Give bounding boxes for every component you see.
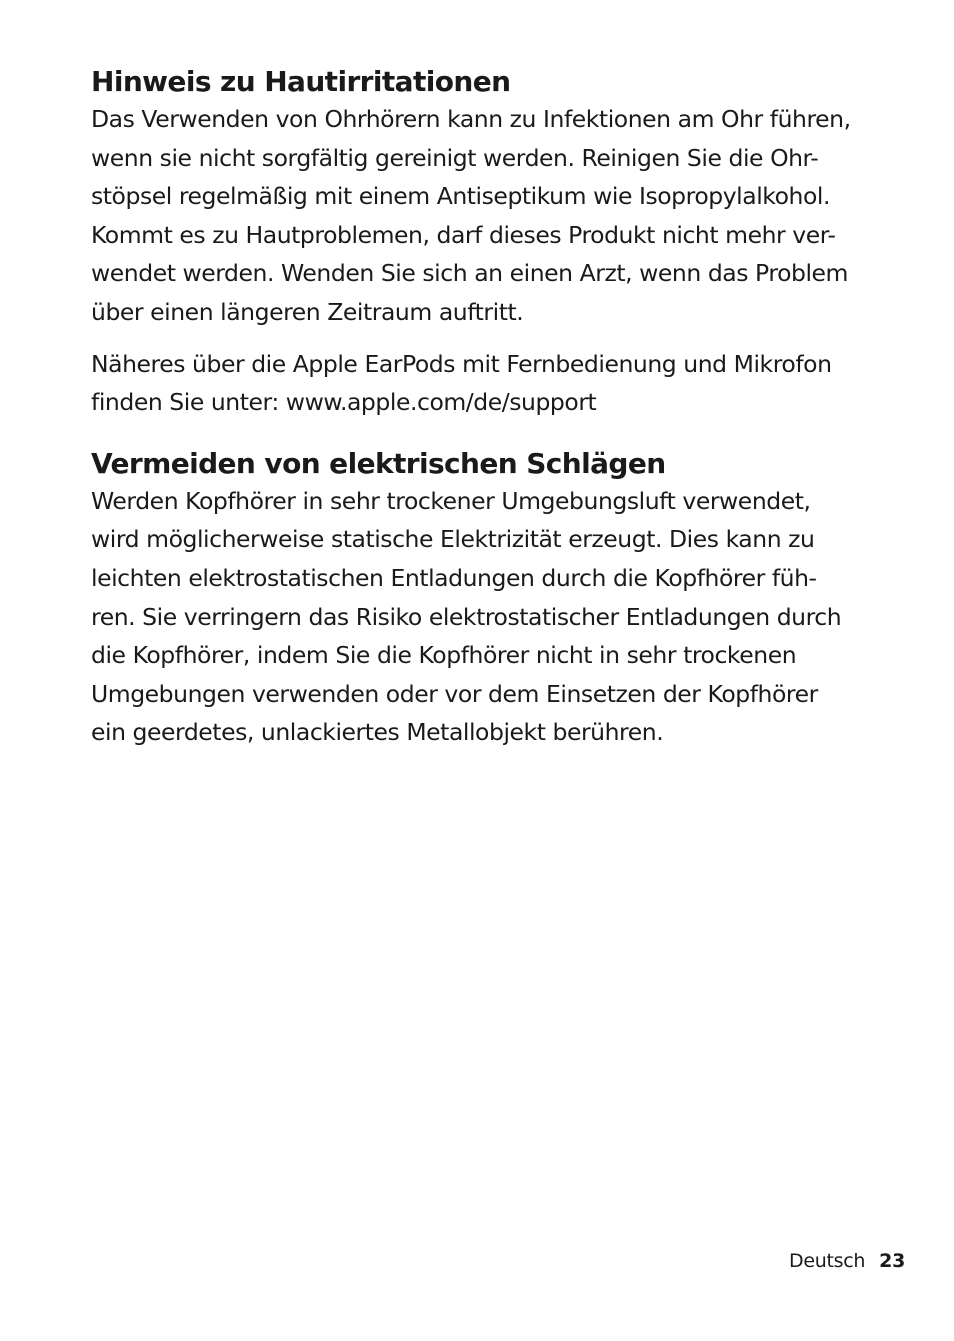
footer-language: Deutsch <box>789 1250 866 1272</box>
page-number: 23 <box>879 1250 905 1272</box>
paragraph-electric-shock <box>91 482 906 752</box>
text-line: leichten elektrostatischen Entladungen durch die Kopfhörer füh- <box>91 563 817 592</box>
text-line: wenn sie nicht sorgfältig gereinigt werden. Reinigen Sie die Ohr- <box>91 143 819 172</box>
text-line: ren. Sie verringern das Risiko elektrostatischer Entladungen durch <box>91 602 842 631</box>
text-line: Umgebungen verwenden oder vor dem Einsetzen der Kopfhörer <box>91 679 818 708</box>
text-line: über einen längeren Zeitraum auftritt. <box>91 297 524 326</box>
text-line: Das Verwenden von Ohrhörern kann zu Infektionen am Ohr führen, <box>91 105 851 133</box>
page-content <box>91 64 906 752</box>
support-link-line[interactable]: finden Sie unter: www.apple.com/de/support <box>91 388 597 417</box>
text-line: ein geerdetes, unlackiertes Metallobjekt berühren. <box>91 718 664 747</box>
text-line: Näheres über die Apple EarPods mit Fernbedienung und Mikrofon <box>91 349 832 378</box>
paragraph-more-info <box>91 345 906 422</box>
text-line: Werden Kopfhörer in sehr trockener Umgebungsluft verwendet, <box>91 486 811 515</box>
page-footer <box>789 1246 905 1276</box>
text-line: stöpsel regelmäßig mit einem Antiseptikum wie Isopropylalkohol. <box>91 182 831 211</box>
section-heading-electric-shock: Vermeiden von elektrischen Schlägen <box>91 446 666 480</box>
text-line: wendet werden. Wenden Sie sich an einen Arzt, wenn das Problem <box>91 259 848 288</box>
text-line: Kommt es zu Hautproblemen, darf dieses Produkt nicht mehr ver- <box>91 220 836 249</box>
section-heading-skin-irritation: Hinweis zu Hautirritationen <box>91 65 511 98</box>
text-line: die Kopfhörer, indem Sie die Kopfhörer nicht in sehr trockenen <box>91 641 797 670</box>
text-line: wird möglicherweise statische Elektrizität erzeugt. Dies kann zu <box>91 525 815 554</box>
paragraph-skin-irritation <box>91 100 906 332</box>
